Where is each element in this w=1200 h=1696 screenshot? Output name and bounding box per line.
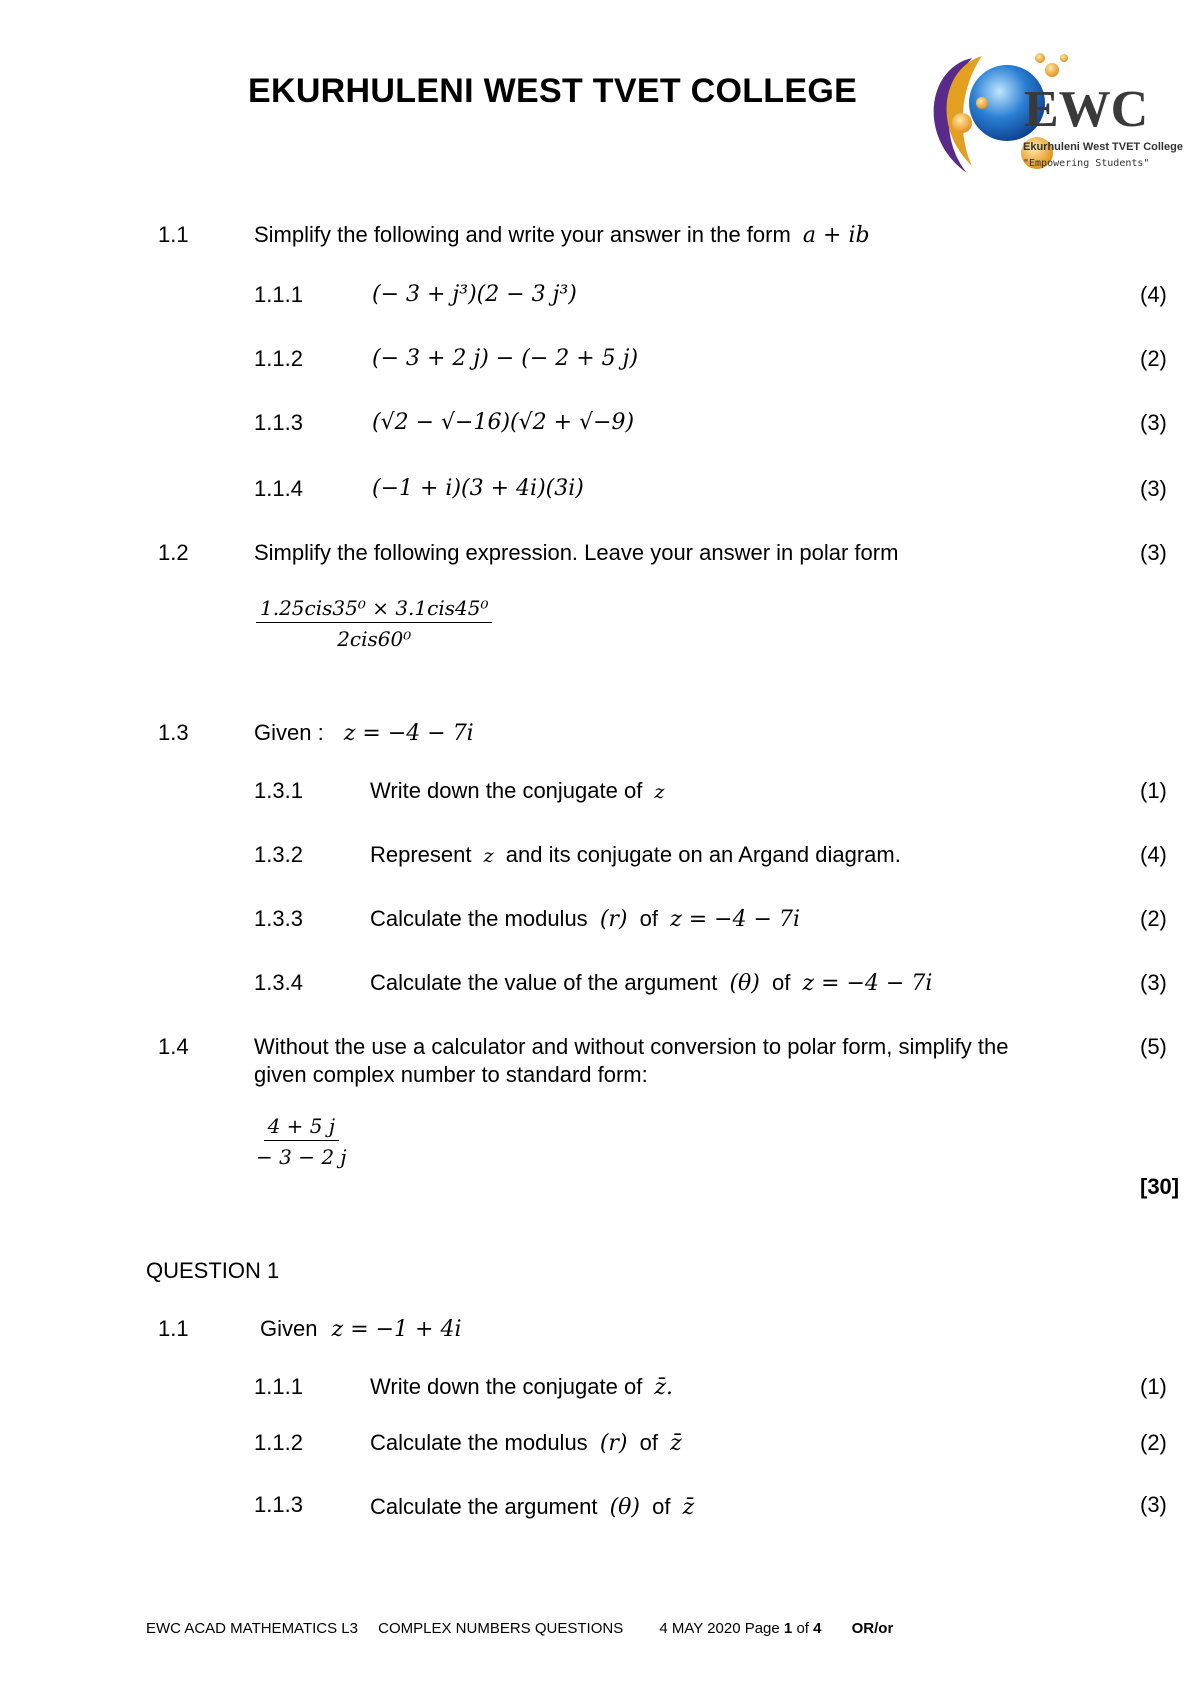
variable: z (654, 781, 665, 803)
subquestion-text (370, 970, 932, 996)
subquestion-text-a: Represent (370, 842, 472, 867)
marks: (3) (1140, 540, 1167, 565)
logo-mark: EWC (1024, 81, 1149, 138)
subquestion-number: 1.1.2 (254, 346, 303, 371)
subquestion-number: 1.3.3 (254, 906, 303, 931)
question-number: 1.1 (158, 222, 189, 247)
question-number: 1.3 (158, 720, 189, 745)
variable: z (483, 845, 494, 867)
argument-symbol: (θ) (729, 971, 760, 996)
fraction-denominator: 2cis60⁰ (337, 627, 412, 651)
conjugate-variable: z̄ (654, 1375, 667, 1400)
given-expression: z = −1 + 4i (331, 1317, 462, 1342)
conjugate-variable: z̄ (670, 1431, 682, 1456)
footer-of: of (796, 1620, 809, 1637)
subquestion-number: 1.1.4 (254, 476, 303, 501)
polar-fraction (256, 596, 492, 651)
subquestion-text-b: and its conjugate on an Argand diagram. (505, 842, 901, 867)
subquestion-text (370, 778, 664, 804)
subquestion-number: 1.1.2 (254, 1430, 303, 1455)
subquestion-number: 1.1.3 (254, 410, 303, 435)
footer-topic: COMPLEX NUMBERS QUESTIONS (378, 1620, 624, 1637)
given-statement (254, 720, 474, 746)
marks: (1) (1140, 1374, 1167, 1399)
footer-course: EWC ACAD MATHEMATICS L3 (146, 1620, 358, 1637)
subquestion-text-b: of (652, 1494, 671, 1519)
math-expression: (√2 − √−16)(√2 + √−9) (372, 410, 635, 435)
college-title: EKURHULENI WEST TVET COLLEGE (248, 72, 858, 110)
marks: (2) (1140, 346, 1167, 371)
given-label: Given : (254, 720, 324, 745)
subquestion-text-b: of (772, 970, 791, 995)
question-text-main: Simplify the following and write your answer in the form (254, 222, 791, 247)
marks: (3) (1140, 410, 1167, 435)
subquestion-text-a: Calculate the argument (370, 1494, 598, 1519)
marks: (3) (1140, 476, 1167, 501)
modulus-symbol: (r) (599, 907, 628, 932)
footer-date: 4 MAY 2020 Page (659, 1620, 780, 1637)
subquestion-number: 1.1.1 (254, 1374, 303, 1399)
math-expression: (− 3 + 2 j) − (− 2 + 5 j) (372, 346, 639, 371)
math-expression: z = −4 − 7i (802, 971, 933, 996)
given-expression: z = −4 − 7i (343, 721, 474, 746)
subquestion-text-b: of (639, 906, 658, 931)
marks: (5) (1140, 1034, 1167, 1059)
logo-slogan: "Empowering Students" (1023, 158, 1150, 169)
college-logo (912, 48, 1183, 188)
fraction-numerator: 1.25cis35⁰ × 3.1cis45⁰ (256, 596, 492, 623)
subquestion-text-a: Calculate the value of the argument (370, 970, 718, 995)
marks: (4) (1140, 282, 1167, 307)
question-text: Simplify the following expression. Leave your answer in polar form (254, 540, 899, 565)
footer-total-pages: 4 (813, 1620, 822, 1637)
subquestion-text (370, 906, 800, 932)
page-footer (146, 1620, 893, 1637)
question-text (254, 222, 870, 248)
subquestion-text-b: of (639, 1430, 658, 1455)
marks: (2) (1140, 1430, 1167, 1455)
subquestion-text-a: Calculate the modulus (370, 1430, 588, 1455)
footer-or: OR/or (851, 1620, 894, 1637)
subquestion-text (370, 842, 901, 868)
conjugate-variable: z̄ (682, 1495, 695, 1520)
question-number: 1.4 (158, 1034, 189, 1059)
complex-fraction (256, 1114, 347, 1169)
section-heading: QUESTION 1 (146, 1258, 280, 1283)
math-expression: z = −4 − 7i (670, 907, 801, 932)
subquestion-text (370, 1430, 682, 1456)
question-text-line1: Without the use a calculator and without conversion to polar form, simplify the (254, 1034, 1009, 1059)
modulus-symbol: (r) (599, 1431, 628, 1456)
marks: (1) (1140, 778, 1167, 803)
marks: (4) (1140, 842, 1167, 867)
argument-symbol: (θ) (609, 1495, 641, 1520)
subquestion-number: 1.1.3 (254, 1492, 303, 1517)
subquestion-text-main: Write down the conjugate of (370, 1374, 643, 1399)
logo-name: Ekurhuleni West TVET College (1023, 141, 1183, 153)
fraction-numerator: 4 + 5 j (264, 1114, 339, 1141)
math-expression: (−1 + i)(3 + 4i)(3i) (372, 476, 584, 501)
footer-page-number: 1 (783, 1620, 793, 1637)
question-number: 1.1 (158, 1316, 189, 1341)
given-label: Given (260, 1316, 318, 1341)
form-expression: a + ib (802, 223, 870, 248)
math-expression: (− 3 + j³)(2 − 3 j³) (372, 282, 577, 307)
total-marks: [30] (1140, 1174, 1180, 1199)
subquestion-text-main: Write down the conjugate of (370, 778, 643, 803)
given-statement (260, 1316, 462, 1342)
subquestion-number: 1.3.4 (254, 970, 303, 995)
subquestion-text (370, 1374, 673, 1400)
subquestion-text-a: Calculate the modulus (370, 906, 588, 931)
subquestion-number: 1.1.1 (254, 282, 303, 307)
period: . (666, 1375, 674, 1400)
fraction-denominator: − 3 − 2 j (256, 1145, 347, 1169)
subquestion-number: 1.3.2 (254, 842, 303, 867)
marks: (3) (1140, 1492, 1167, 1517)
question-number: 1.2 (158, 540, 189, 565)
marks: (2) (1140, 906, 1167, 931)
marks: (3) (1140, 970, 1167, 995)
subquestion-number: 1.3.1 (254, 778, 303, 803)
question-text-line2: given complex number to standard form: (254, 1062, 648, 1087)
subquestion-text (370, 1494, 694, 1520)
